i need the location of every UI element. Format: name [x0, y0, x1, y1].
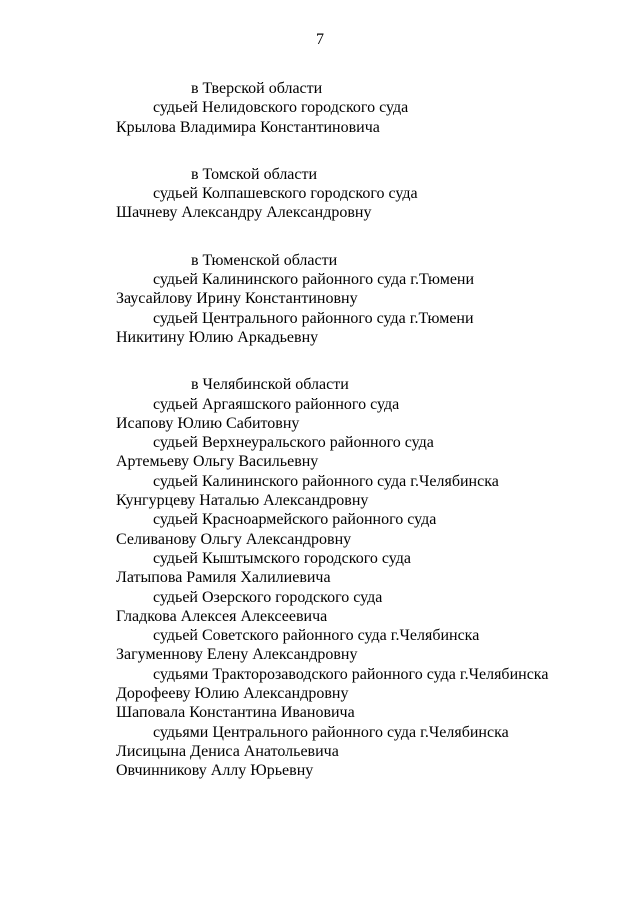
- judge-name: Латыпова Рамиля Халилиевича: [116, 569, 331, 587]
- judge-name: Артемьеву Ольгу Васильевну: [116, 453, 319, 471]
- court-line: судьей Аргаяшского районного суда: [153, 395, 400, 413]
- region-heading: в Челябинской области: [191, 376, 349, 394]
- judge-name: Селиванову Ольгу Александровну: [116, 530, 352, 548]
- region-section-tomsk: [0, 165, 640, 223]
- court-line: судьей Красноармейского районного суда: [153, 511, 437, 529]
- court-line: судьей Озерского городского суда: [153, 588, 383, 606]
- region-heading: в Тюменской области: [191, 251, 338, 269]
- court-line: судьями Тракторозаводского районного суда г.Челябинска: [153, 665, 549, 683]
- region-section-chelyabinsk: [0, 375, 640, 780]
- region-section-tyumen: [0, 251, 640, 347]
- court-line: судьей Калининского районного суда г.Тюмени: [153, 271, 475, 289]
- judge-name: Исапову Юлию Сабитовну: [116, 414, 300, 432]
- court-line: судьями Центрального районного суда г.Челябинска: [153, 723, 509, 741]
- region-section-tver: [0, 79, 640, 137]
- court-line: судьей Нелидовского городского суда: [153, 99, 409, 117]
- judge-name: Шачневу Александру Александровну: [116, 204, 372, 222]
- judge-name: Шаповала Константина Ивановича: [116, 704, 355, 722]
- court-line: судьей Советского районного суда г.Челябинска: [153, 627, 480, 645]
- court-line: судьей Калининского районного суда г.Челябинска: [153, 472, 499, 490]
- judge-name: Крылова Владимира Константиновича: [116, 118, 380, 136]
- court-line: судьей Верхнеуральского районного суда: [153, 434, 434, 452]
- judge-name: Никитину Юлию Аркадьевну: [116, 328, 319, 346]
- court-line: судьей Центрального районного суда г.Тюмени: [153, 309, 474, 327]
- judge-name: Кунгурцеву Наталью Александровну: [116, 492, 369, 510]
- region-heading: в Тверской области: [191, 80, 323, 97]
- judge-name: Лисицына Дениса Анатольевича: [116, 742, 339, 760]
- court-line: судьей Кыштымского городского суда: [153, 549, 412, 567]
- judge-name: Заусайлову Ирину Константиновну: [116, 290, 358, 308]
- page-number: 7: [316, 31, 324, 48]
- region-heading: в Томской области: [191, 165, 318, 183]
- judge-name: Дорофееву Юлию Александровну: [116, 685, 349, 703]
- court-line: судьей Колпашевского городского суда: [153, 185, 418, 203]
- judge-name: Загуменнову Елену Александровну: [116, 646, 358, 664]
- appointment-list: [0, 79, 640, 809]
- judge-name: Овчинникову Аллу Юрьевну: [116, 762, 314, 780]
- judge-name: Гладкова Алексея Алексеевича: [116, 607, 328, 625]
